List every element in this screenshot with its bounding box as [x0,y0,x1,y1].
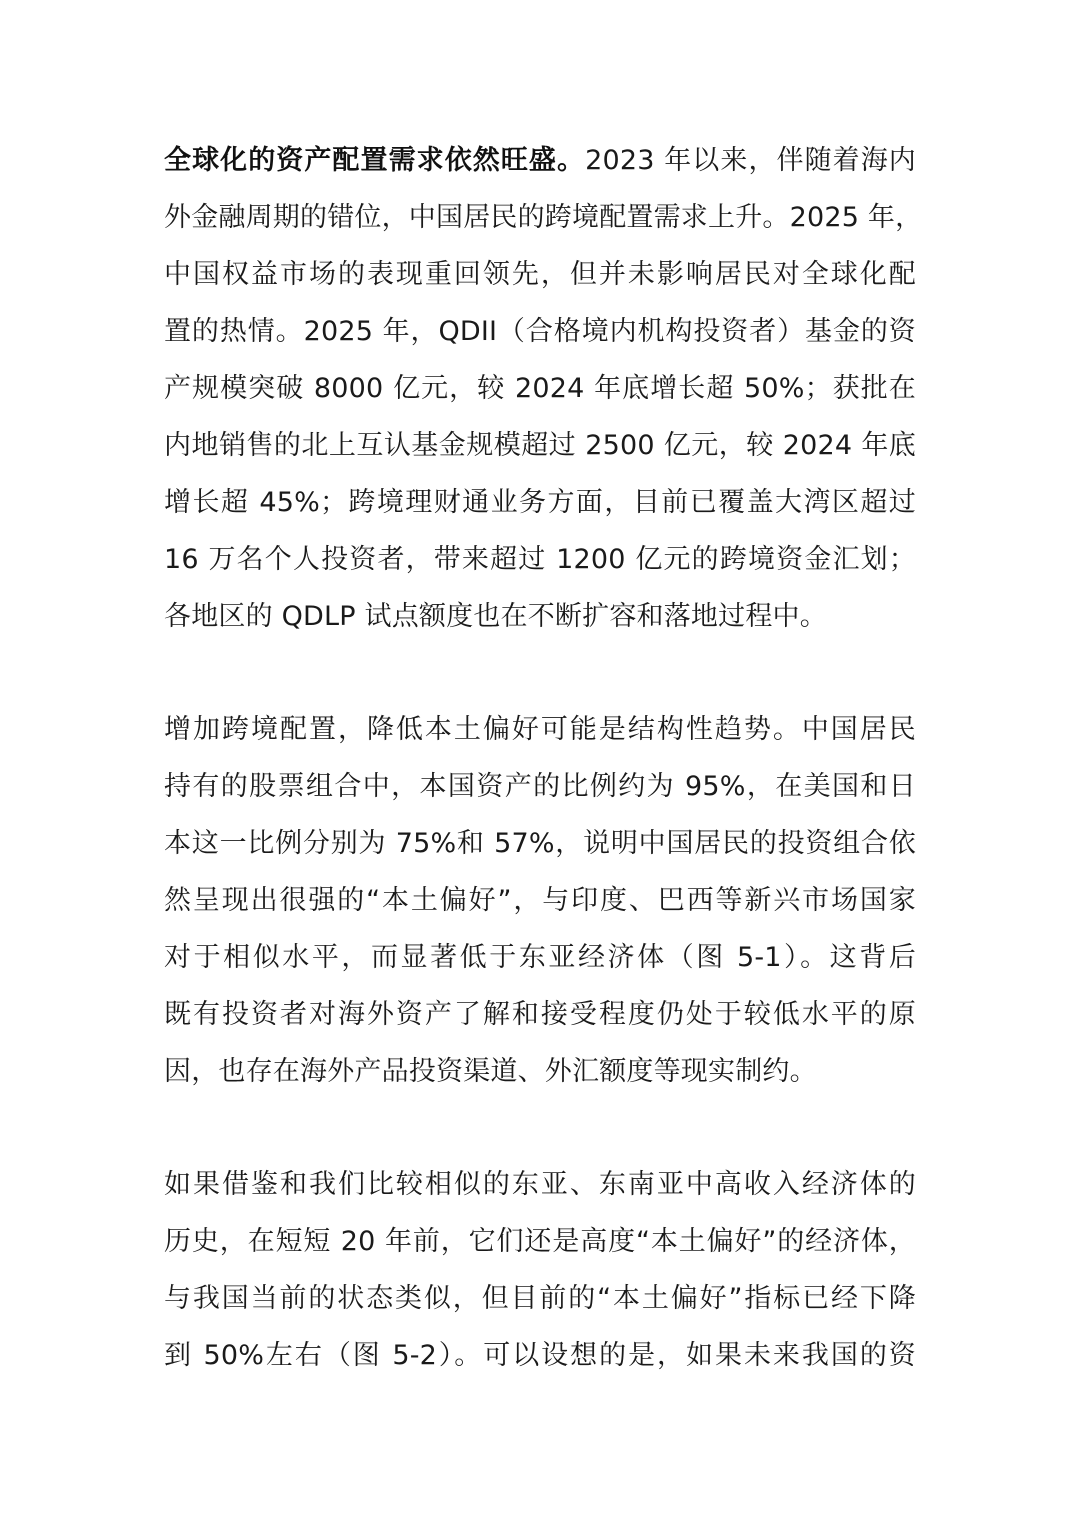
text-line: 对于相似水平，而显著低于东亚经济体（图 5-1）。这背后 [164,942,916,973]
text-line: 产规模突破 8000 亿元，较 2024 年底增长超 50%；获批在 [164,373,916,404]
text-line: 本这一比例分别为 75%和 57%，说明中国居民的投资组合依 [164,828,916,859]
text-line: 因，也存在海外产品投资渠道、外汇额度等现实制约。 [164,1056,817,1087]
text-line: 然呈现出很强的“本土偏好”，与印度、巴西等新兴市场国家 [164,885,916,916]
text-line: 中国权益市场的表现重回领先，但并未影响居民对全球化配 [164,259,916,290]
text-line: 各地区的 QDLP 试点额度也在不断扩容和落地过程中。 [164,601,827,632]
text-line: 增加跨境配置，降低本土偏好可能是结构性趋势。中国居民 [164,714,916,745]
line-text: 2023 年以来，伴随着海内 [585,145,916,176]
paragraph-2 [164,701,916,1100]
text-line: 到 50%左右（图 5-2）。可以设想的是，如果未来我国的资 [164,1340,916,1371]
text-line: 如果借鉴和我们比较相似的东亚、东南亚中高收入经济体的 [164,1169,916,1200]
text-line: 既有投资者对海外资产了解和接受程度仍处于较低水平的原 [164,999,916,1030]
article-body [164,132,923,1440]
paragraph-3 [164,1156,916,1384]
text-line: 内地销售的北上互认基金规模超过 2500 亿元，较 2024 年底 [164,430,916,461]
text-line: 置的热情。2025 年，QDII（合格境内机构投资者）基金的资 [164,316,916,347]
bold-lead-sentence: 全球化的资产配置需求依然旺盛。 [164,145,586,176]
text-line: 持有的股票组合中，本国资产的比例约为 95%，在美国和日 [164,771,916,802]
text-line [164,132,916,189]
text-line: 外金融周期的错位，中国居民的跨境配置需求上升。2025 年， [164,202,923,233]
text-line: 增长超 45%；跨境理财通业务方面，目前已覆盖大湾区超过 [164,487,916,518]
text-line: 16 万名个人投资者，带来超过 1200 亿元的跨境资金汇划； [164,544,916,575]
paragraph-1 [164,132,923,645]
text-line: 与我国当前的状态类似，但目前的“本土偏好”指标已经下降 [164,1283,916,1314]
text-line: 历史，在短短 20 年前，它们还是高度“本土偏好”的经济体， [164,1226,916,1257]
